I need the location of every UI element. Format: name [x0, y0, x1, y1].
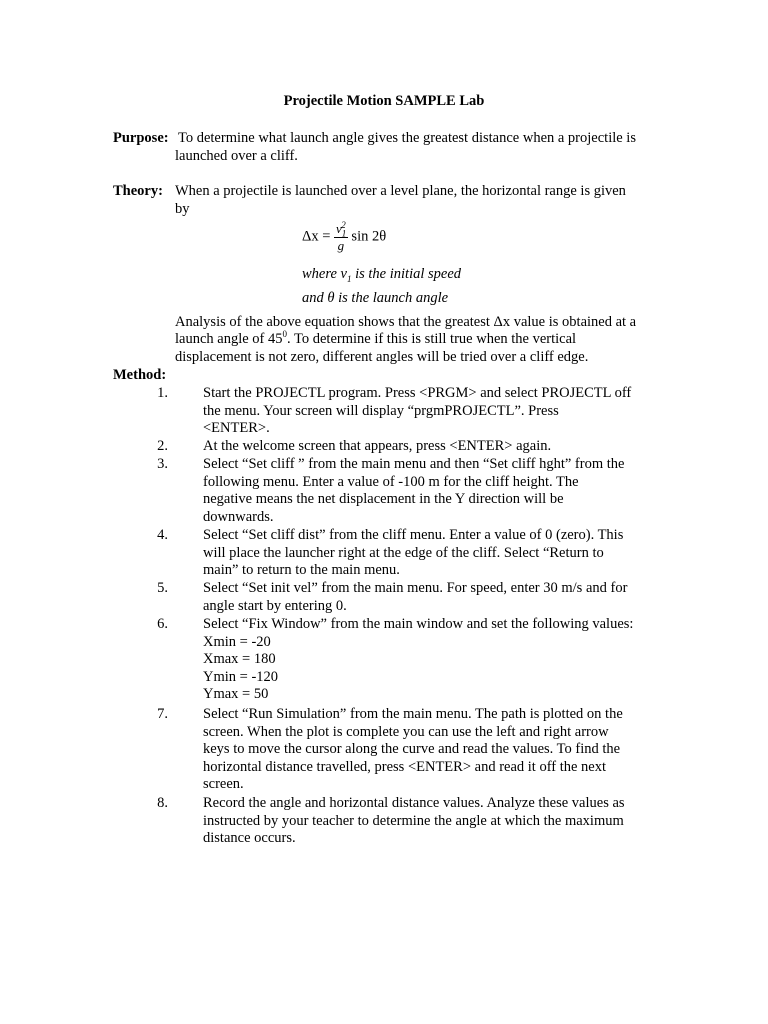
analysis-line-3: displacement is not zero, different angles will be tried over a cliff edge.	[175, 349, 589, 365]
purpose-label: Purpose:	[113, 130, 169, 146]
analysis-line-2: launch angle of $45^0$. To determine if this is still true when the vertical	[175, 329, 577, 347]
step-number: 8.	[157, 795, 168, 811]
step-number: 3.	[157, 456, 168, 472]
step-8-text: Record the angle and horizontal distance values. Analyze these values as instructed by your teacher to determine the angle at which the maximum distance occurs.	[203, 795, 625, 847]
step-number: 2.	[157, 438, 168, 454]
step-3-text: Select “Set cliff ” from the main menu and then “Set cliff hght” from the following menu. Enter a value of -100 m for the cliff height. The negative means the net displacement in the Y direction will be downwards.	[203, 456, 625, 525]
where-initial-speed: where $v_1$ is the initial speed	[302, 266, 462, 284]
theory-label: Theory:	[113, 183, 163, 199]
equation-rhs: sin 2θ	[351, 228, 387, 245]
theory-line-2: by	[175, 201, 190, 217]
page-title: Projectile Motion SAMPLE Lab	[283, 93, 485, 109]
step-number: 6.	[157, 616, 168, 632]
analysis-line-1: Analysis of the above equation shows that the greatest Δx value is obtained at a	[175, 314, 637, 330]
theory-line-1: When a projectile is launched over a level plane, the horizontal range is given	[175, 183, 626, 199]
method-label: Method:	[113, 367, 167, 383]
step-number: 7.	[157, 706, 168, 722]
equation-fraction	[334, 221, 348, 254]
step-number: 5.	[157, 580, 168, 596]
equation-denominator: g	[337, 238, 345, 253]
step-1-text: Start the PROJECTL program. Press <PRGM> and select PROJECTL off the menu. Your screen will display “prgmPROJECTL”. Press <ENTER>.	[203, 385, 632, 437]
step-6-text: Select “Fix Window” from the main window and set the following values: Xmin = -20 Xmax = 180 Ymin = -120 Ymax = 50	[203, 616, 634, 703]
equation-numerator: $v_1^2$	[336, 219, 347, 239]
step-number: 1.	[157, 385, 168, 401]
step-4-text: Select “Set cliff dist” from the cliff menu. Enter a value of 0 (zero). This will place the launcher right at the edge of the cliff. Select “Return to main” to return to the main menu.	[203, 527, 624, 579]
step-5-text: Select “Set init vel” from the main menu. For speed, enter 30 m/s and for angle start by entering 0.	[203, 580, 628, 614]
range-equation	[302, 221, 386, 261]
where-launch-angle: and θ is the launch angle	[302, 290, 449, 306]
purpose-line-2: launched over a cliff.	[175, 148, 298, 164]
purpose-line-1: To determine what launch angle gives the greatest distance when a projectile is	[178, 130, 636, 146]
equation-lhs: Δx =	[302, 228, 331, 245]
step-2-text: At the welcome screen that appears, press <ENTER> again.	[203, 438, 552, 454]
step-number: 4.	[157, 527, 168, 543]
step-7-text: Select “Run Simulation” from the main menu. The path is plotted on the screen. When the plot is complete you can use the left and right arrow keys to move the cursor along the curve and read the values. To find the horizontal distance travelled, press <ENTER> and read it off the next screen.	[203, 706, 623, 793]
